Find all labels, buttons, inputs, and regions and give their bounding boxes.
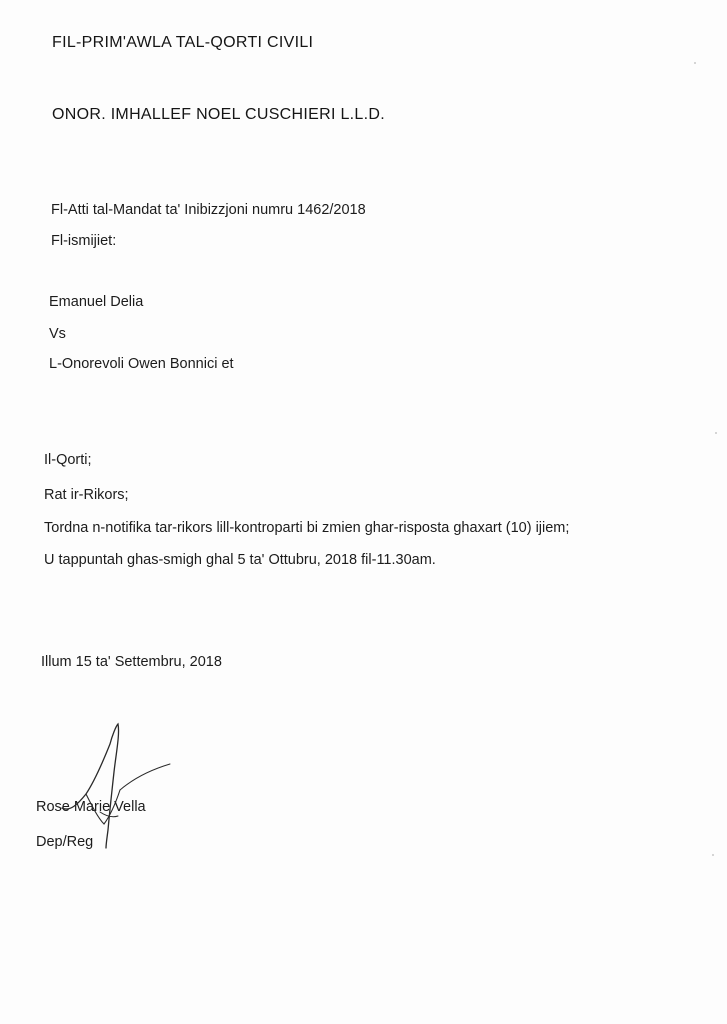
decree-seen-line: Rat ir-Rikors; bbox=[44, 487, 129, 503]
date-line: Illum 15 ta' Settembru, 2018 bbox=[41, 654, 222, 670]
court-title: FIL-PRIM'AWLA TAL-QORTI CIVILI bbox=[52, 34, 314, 51]
scan-speck bbox=[694, 62, 696, 64]
decree-order-line: Tordna n-notifika tar-rikors lill-kontroparti bi zmien ghar-risposta ghaxart (10) ijiem; bbox=[44, 520, 570, 536]
handwritten-signature bbox=[30, 720, 200, 860]
names-label: Fl-ismijiet: bbox=[51, 233, 117, 249]
signatory-name: Rose Marie Vella bbox=[36, 799, 146, 815]
case-reference: Fl-Atti tal-Mandat ta' Inibizzjoni numru 1462/2018 bbox=[51, 202, 366, 218]
plaintiff-name: Emanuel Delia bbox=[49, 294, 144, 310]
scan-speck bbox=[712, 854, 714, 856]
signatory-title: Dep/Reg bbox=[36, 834, 94, 850]
decree-court-line: Il-Qorti; bbox=[44, 452, 92, 468]
versus-label: Vs bbox=[49, 326, 66, 342]
scan-speck bbox=[715, 432, 717, 434]
defendant-name: L-Onorevoli Owen Bonnici et bbox=[49, 356, 234, 372]
judge-name: ONOR. IMHALLEF NOEL CUSCHIERI L.L.D. bbox=[52, 106, 385, 123]
signature-stroke-icon bbox=[30, 720, 200, 860]
decree-hearing-line: U tappuntah ghas-smigh ghal 5 ta' Ottubru, 2018 fil-11.30am. bbox=[44, 552, 436, 568]
